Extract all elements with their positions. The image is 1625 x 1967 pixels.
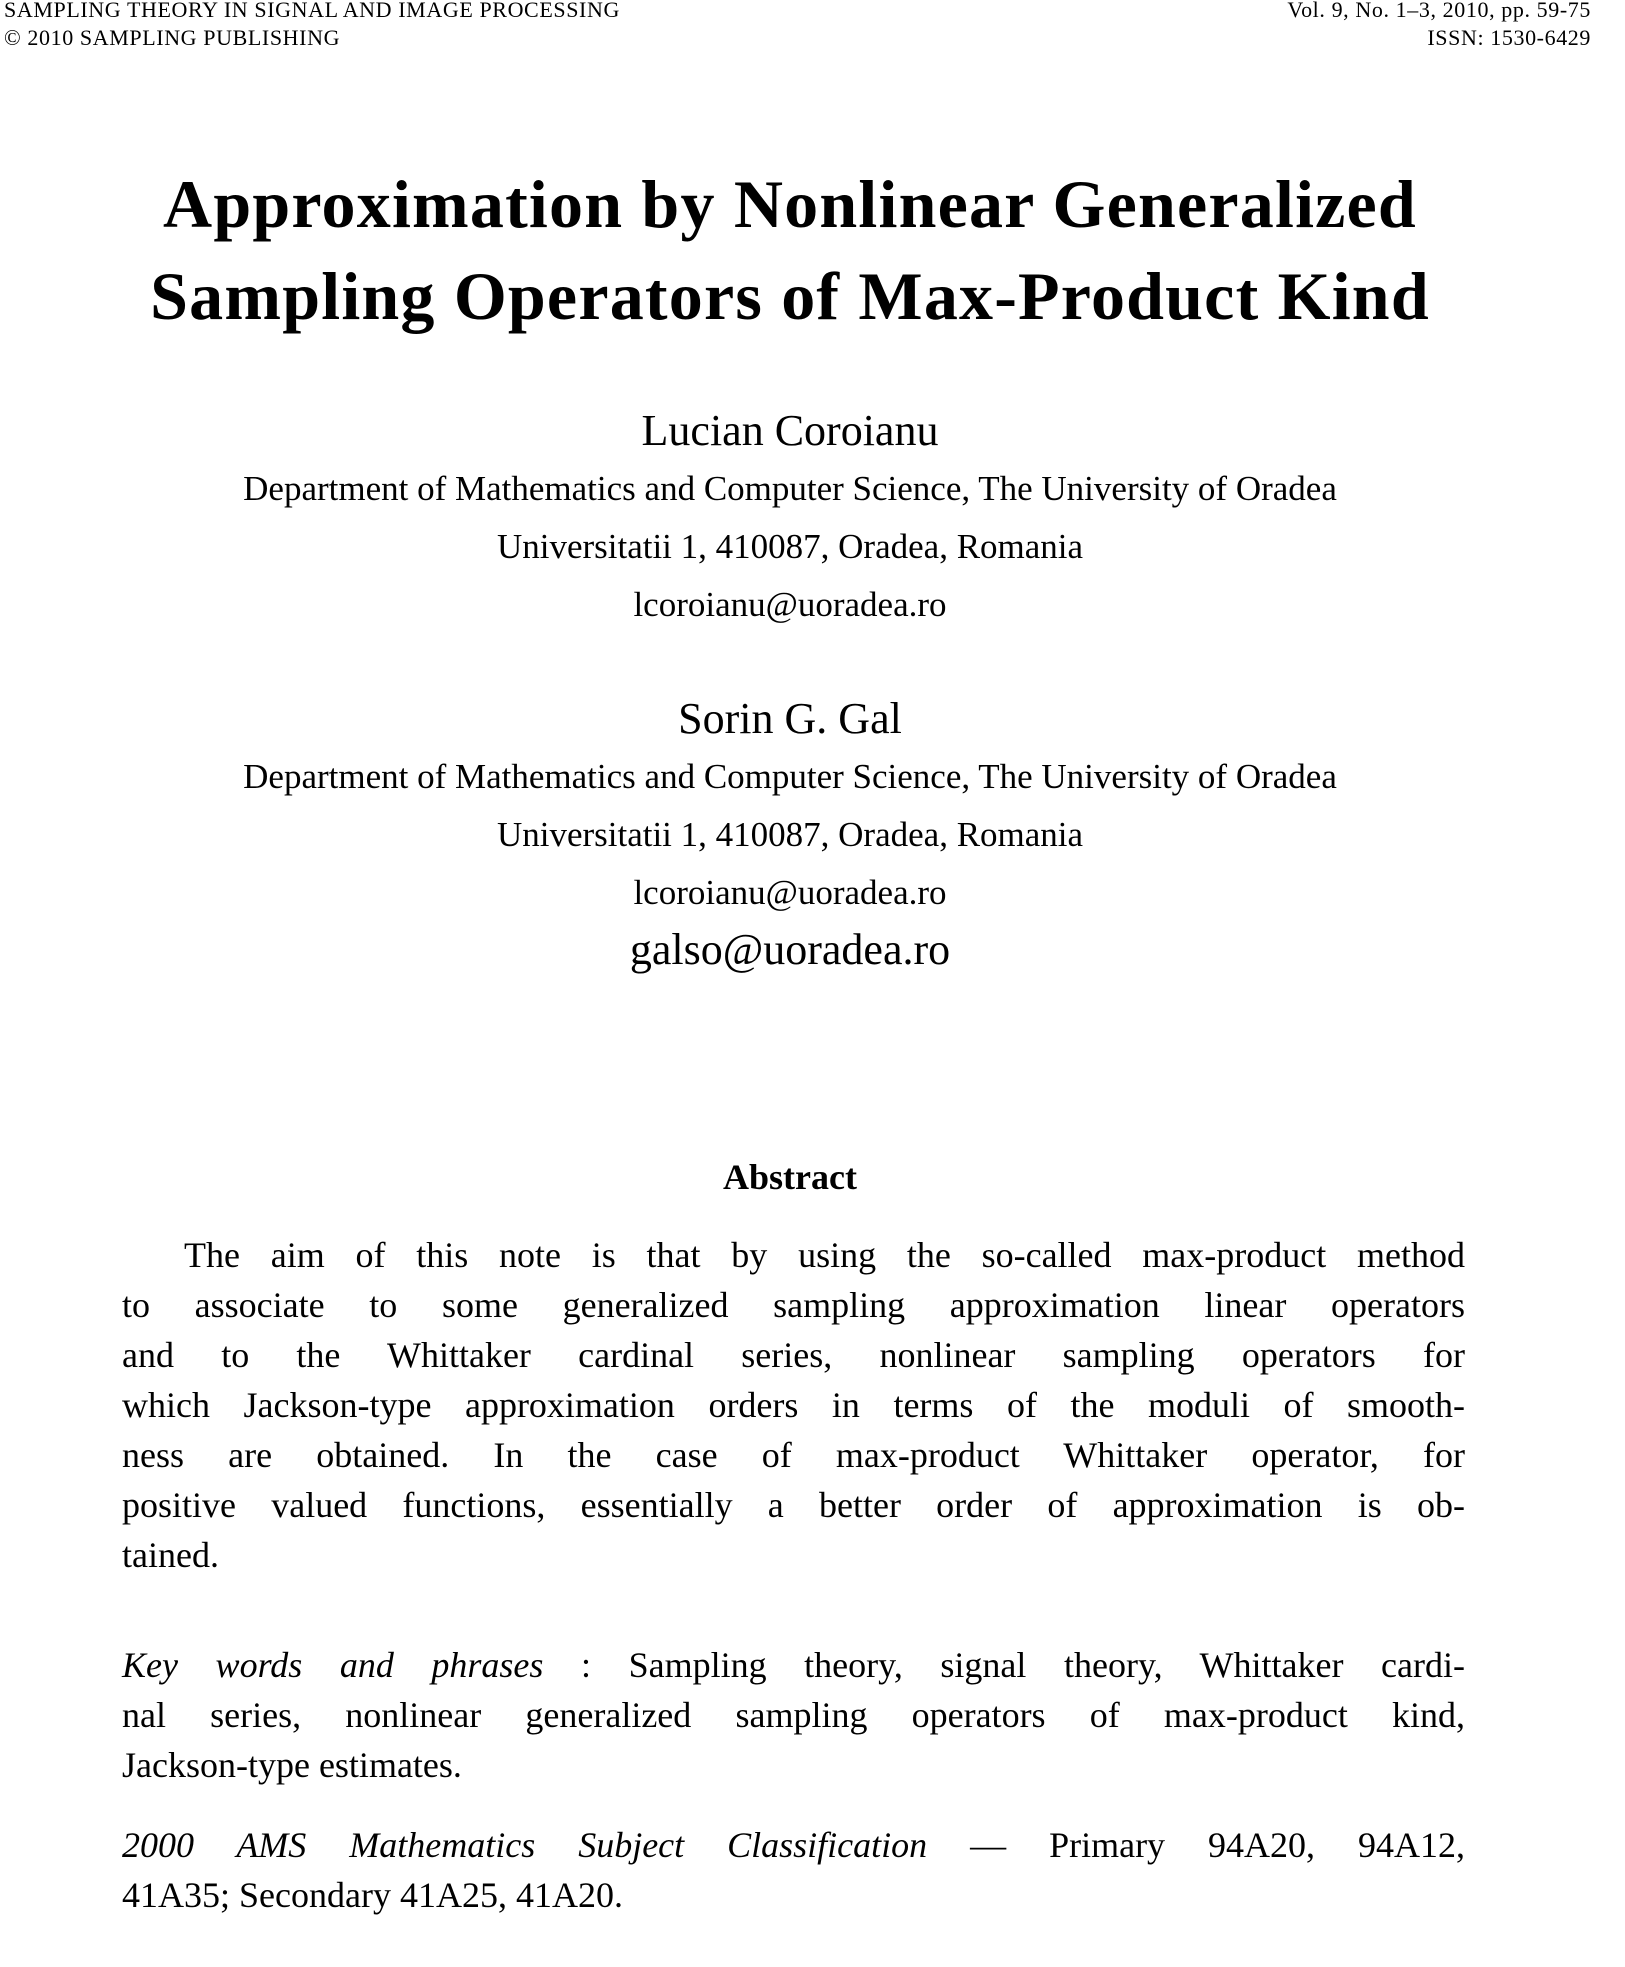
author-affiliation: Department of Mathematics and Computer Science, The University of Oradea [243,469,1337,508]
author-affiliation: Department of Mathematics and Computer Science, The University of Oradea [243,757,1337,796]
author-block-1 [0,402,1580,634]
running-header-left [4,0,620,52]
issn: ISSN: 1530-6429 [1427,25,1591,50]
keywords-separator: : [543,1645,629,1685]
keywords-line: nal series, nonlinear generalized sampling operators of max-product kind, [122,1695,1465,1735]
paper-title [0,158,1580,342]
abstract-line: and to the Whittaker cardinal series, nonlinear sampling operators for [122,1335,1465,1375]
keywords-label: Key words and phrases [122,1645,544,1685]
keywords-line: Sampling theory, signal theory, Whittaker cardi- [628,1645,1465,1685]
volume-info: Vol. 9, No. 1–3, 2010, pp. 59-75 [1287,0,1591,22]
author-address: Universitatii 1, 410087, Oradea, Romania [496,815,1084,854]
author-name: Lucian Coroianu [641,406,939,455]
abstract-heading: Abstract [723,1157,857,1197]
author-name: Sorin G. Gal [678,694,902,743]
abstract-line: The aim of this note is that by using the so-called max-product method [184,1235,1465,1275]
author-address: Universitatii 1, 410087, Oradea, Romania [496,527,1084,566]
copyright-line: © 2010 SAMPLING PUBLISHING [4,25,341,50]
author-block-2 [0,690,1580,978]
title-line-2: Sampling Operators of Max-Product Kind [150,258,1430,334]
abstract-line: to associate to some generalized sampling approximation linear operators [122,1285,1465,1325]
author-email: galso@uoradea.ro [629,925,951,974]
msc-line: 41A35; Secondary 41A25, 41A20. [122,1875,623,1915]
abstract-line: positive valued functions, essentially a better order of approximation is ob- [122,1485,1465,1525]
msc-section [122,1820,1465,1920]
journal-name: SAMPLING THEORY IN SIGNAL AND IMAGE PROCESSING [4,0,620,22]
keywords-section [122,1640,1465,1790]
keywords-line: Jackson-type estimates. [122,1745,462,1785]
author-email: lcoroianu@uoradea.ro [633,873,947,912]
abstract-line: ness are obtained. In the case of max-product Whittaker operator, for [122,1435,1465,1475]
abstract-line: tained. [122,1535,219,1575]
title-line-1: Approximation by Nonlinear Generalized [163,166,1417,242]
author-email: lcoroianu@uoradea.ro [633,585,947,624]
abstract-line: which Jackson-type approximation orders in terms of the moduli of smooth- [122,1385,1465,1425]
msc-separator: — [927,1825,1050,1865]
abstract-body [122,1230,1465,1580]
msc-line: Primary 94A20, 94A12, [1049,1825,1465,1865]
msc-label: 2000 AMS Mathematics Subject Classification [122,1825,928,1865]
running-header-right [1287,0,1591,52]
